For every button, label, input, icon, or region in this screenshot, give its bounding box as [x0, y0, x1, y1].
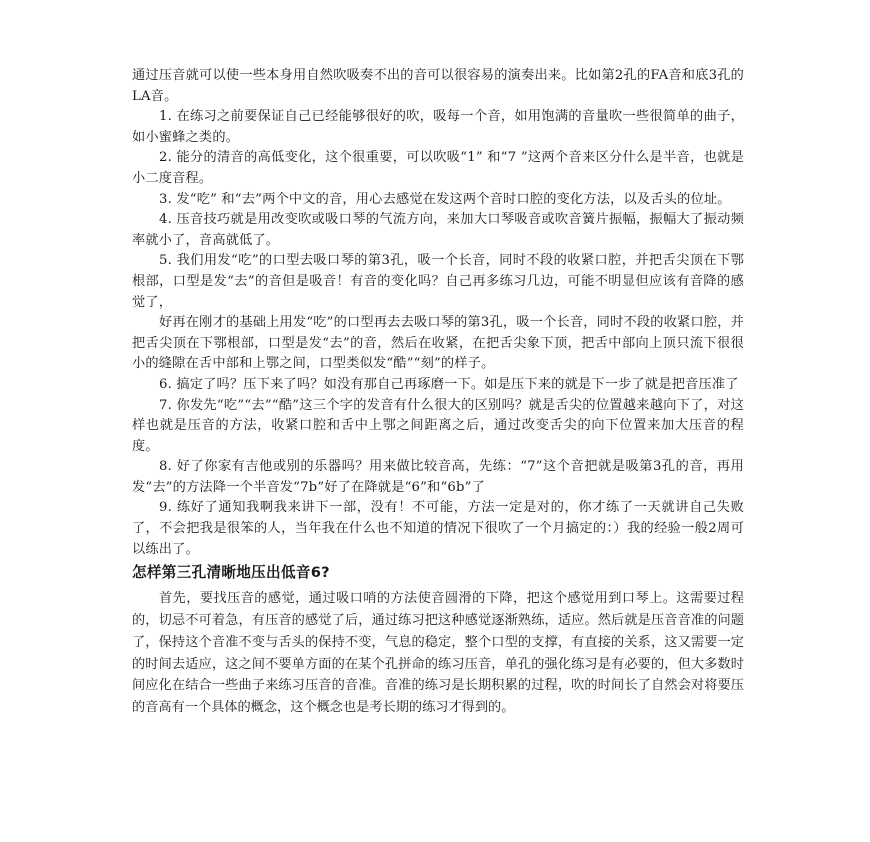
step-9: 9. 练好了通知我啊我来讲下一部，没有！不可能，方法一定是对的，你才练了一天就讲自己失败了，不会把我是很笨的人，当年我在什么也不知道的情况下很吹了一个月搞定的：）我的经验一般2周可以练出了。 [132, 500, 744, 557]
step-4: 4. 压音技巧就是用改变吹或吸口琴的气流方向，来加大口琴吸音或吹音簧片振幅，振幅大了振动频率就小了，音高就低了。 [132, 212, 744, 248]
section-body: 首先，要找压音的感觉，通过吸口哨的方法使音圆滑的下降，把这个感觉用到口琴上。这需要过程的，切忌不可着急，有压音的感觉了后，通过练习把这种感觉逐渐熟练，适应。然后就是压音音准的问题了，保持这个音准不变与舌头的保持不变，气息的稳定，整个口型的支撑，有直接的关系，这又需要一定的时间去适应，这之间不要单方面的在某个孔拼命的练习压音，单孔的强化练习是有必要的，但大多数时间应化在结合一些曲子来练习压音的音准。音准的练习是长期积累的过程，吹的时间长了自然会对将要压的音高有一个具体的概念，这个概念也是考长期的练习才得到的。 [132, 591, 744, 716]
document-page [132, 66, 744, 732]
step-1: 1. 在练习之前要保证自己已经能够很好的吹，吸每一个音，如用饱满的音量吹一些很简单的曲子，如小蜜蜂之类的。 [132, 109, 744, 145]
section-heading: 怎样第三孔清晰地压出低音6? [132, 564, 330, 582]
step-5-continued: 好再在刚才的基础上用发“吃”的口型再去去吸口琴的第3孔，吸一个长音，同时不段的收紧口腔，并把舌尖顶在下鄂根部，口型是发“去”的音，然后在收紧，在把舌尖象下顶，把舌中部向上顶只流下很很小的缝隙在舌中部和上鄂之间，口型类似发“酷”“刻”的样子。 [132, 315, 744, 372]
intro-paragraph: 通过压音就可以使一些本身用自然吹吸奏不出的音可以很容易的演奏出来。比如第2孔的FA音和底3孔的LA音。 [132, 68, 744, 104]
step-5: 5. 我们用发“吃”的口型去吸口琴的第3孔，吸一个长音，同时不段的收紧口腔，并把舌尖顶在下鄂根部，口型是发“去”的音但是吸音！有音的变化吗？自己再多练习几边，可能不明显但应该有音降的感觉了， [132, 253, 744, 310]
step-3: 3. 发“吃” 和“去”两个中文的音，用心去感觉在发这两个音时口腔的变化方法，以及舌头的位址。 [159, 191, 731, 207]
step-8: 8. 好了你家有吉他或别的乐器吗？用来做比较音高，先练：“7”这个音把就是吸第3孔的音，再用发“去”的方法降一个半音发“7b”好了在降就是“6”和“6b”了 [132, 459, 744, 495]
step-6: 6. 搞定了吗？压下来了吗？如没有那自己再琢磨一下。如是压下来的就是下一步了就是把音压准了 [159, 376, 739, 392]
step-7: 7. 你发先“吃”“去”“酷”这三个字的发音有什么很大的区别吗？就是舌尖的位置越来越向下了，对这样也就是压音的方法，收紧口腔和舌中上鄂之间距离之后，通过改变舌尖的向下位置来加大压音的程度。 [132, 397, 744, 454]
step-2: 2. 能分的清音的高低变化，这个很重要，可以吹吸“1” 和“7 ”这两个音来区分什么是半音，也就是小二度音程。 [132, 150, 744, 186]
